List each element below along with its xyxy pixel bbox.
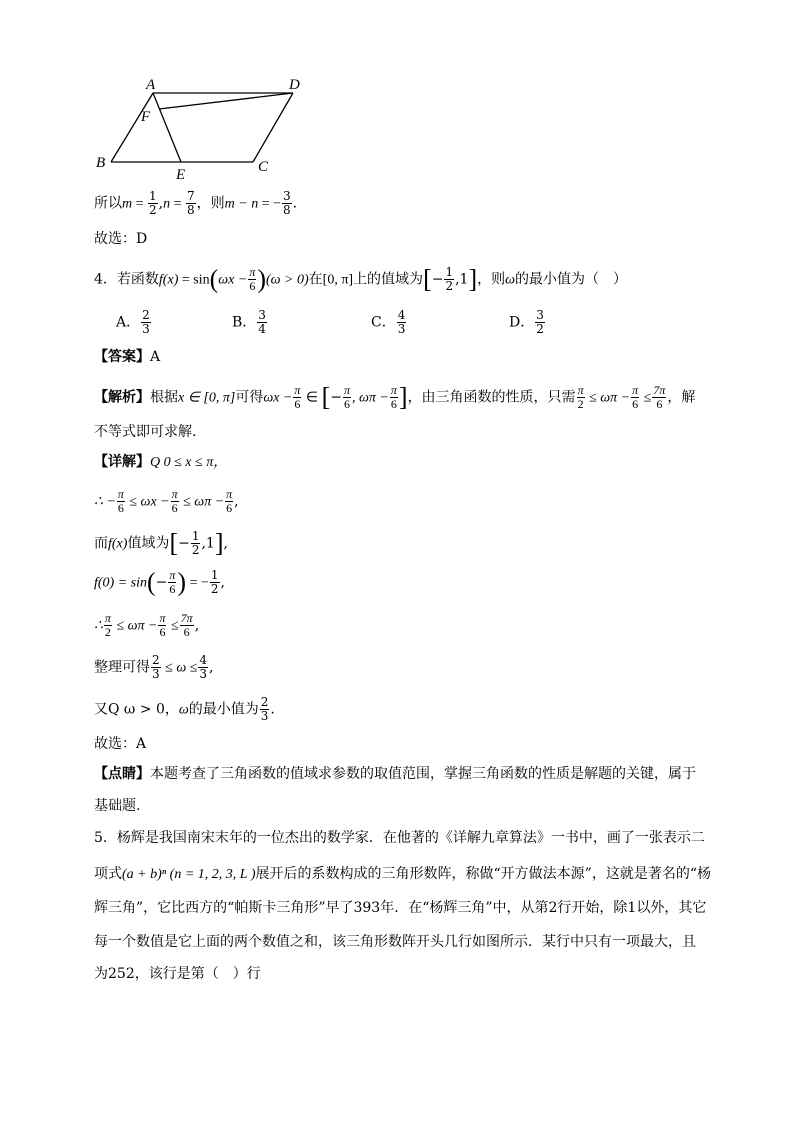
omega-x: ωx − bbox=[218, 272, 248, 288]
q5-line-5: 为252，该行是第（ ）行 bbox=[94, 966, 261, 982]
den: 3 bbox=[397, 322, 406, 336]
parallelogram-figure bbox=[90, 75, 330, 185]
bracket-close: ] bbox=[398, 382, 408, 412]
q5-text: 项式 bbox=[94, 866, 122, 882]
q5-line-3: 辉三角”，它比西方的“帕斯卡三角形”早了393年．在“杨辉三角”中，从第2行开始，除1以外，其它 bbox=[94, 900, 707, 916]
option-label: B． bbox=[232, 314, 257, 331]
num: 3 bbox=[536, 308, 544, 322]
text-range: 上的值域为 bbox=[353, 271, 424, 288]
q4-comment-1 bbox=[94, 764, 696, 784]
den: 6 bbox=[249, 279, 256, 293]
num: π bbox=[294, 383, 301, 397]
num: π bbox=[249, 265, 256, 279]
segment-fd bbox=[159, 93, 293, 109]
fraction-7pi-6: $\frac{7\pi}{6}$ bbox=[653, 383, 666, 411]
var-n: n bbox=[163, 196, 171, 212]
omega: ω bbox=[505, 272, 516, 288]
den: 6 bbox=[294, 397, 301, 411]
text-so: 所以 bbox=[94, 195, 122, 212]
f-zero: f(0) = sin bbox=[94, 575, 147, 591]
analysis-text: ，解 bbox=[667, 389, 696, 406]
paren-close: ) bbox=[257, 264, 266, 294]
detail-text: 而 bbox=[94, 535, 108, 552]
q4-stem bbox=[94, 266, 627, 293]
q4-detail-2: ∴ − $\frac{\pi}{6}$ ≤ ωx − $\frac{\pi}{6}$ ≤ ωπ − $\frac{\pi}{6}$ , bbox=[94, 487, 239, 515]
bracket-open: [ bbox=[423, 264, 432, 294]
den: 8 bbox=[283, 203, 291, 217]
fraction-pi-6: $\frac{\pi}{6}$ bbox=[632, 383, 639, 411]
q4-comment-2: 基础题. bbox=[94, 798, 141, 814]
q4-analysis-1: 【解析】根据x ∈ [0, π]可得ωx − $\frac{\pi}{6}$ ∈ [− $\frac{\pi}{6}$ , ωπ − $\frac{\pi}{6}$ ]，由三角函数的性质，只需 $\frac{\pi}{2}$ ≤ ωπ − $\frac{\pi}{6}$ ≤ $\frac{7\pi}{6}$ ，解 bbox=[94, 382, 696, 412]
fx: f(x) bbox=[108, 536, 128, 552]
den: 8 bbox=[187, 203, 195, 217]
bracket-close: ] bbox=[468, 264, 478, 294]
fraction-pi-6 bbox=[248, 266, 256, 293]
option-label: C． bbox=[371, 314, 396, 331]
num: 1 bbox=[149, 189, 157, 203]
q4-number: 4．若函数 bbox=[94, 271, 159, 288]
answer-value: A bbox=[150, 349, 161, 365]
label-d: D bbox=[289, 77, 300, 93]
option-a[interactable] bbox=[116, 309, 152, 336]
paren-open: ( bbox=[209, 264, 219, 294]
text-in: 在 bbox=[308, 271, 323, 288]
detail-text: 又Q ω > 0， bbox=[94, 701, 179, 718]
num: 2 bbox=[142, 308, 150, 322]
neg: − bbox=[431, 271, 444, 288]
option-fraction bbox=[257, 309, 267, 336]
analysis-text: 根据 bbox=[150, 389, 178, 406]
num: 1 bbox=[445, 265, 454, 279]
num: 7 bbox=[187, 189, 195, 203]
answer-tag: 【答案】 bbox=[94, 349, 150, 365]
var-m: m bbox=[122, 196, 133, 212]
option-fraction bbox=[141, 309, 151, 336]
q5-line-2 bbox=[94, 864, 711, 885]
den: 2 bbox=[445, 279, 454, 293]
q5-line-1: 5．杨辉是我国南宋末年的一位杰出的数学家．在他著的《详解九章算法》一书中，画了一张表示二 bbox=[94, 830, 705, 846]
fraction-pi-6 bbox=[293, 384, 301, 411]
equals: = bbox=[170, 196, 186, 212]
comma: , bbox=[158, 195, 164, 212]
den: 2 bbox=[149, 203, 157, 217]
den: 2 bbox=[536, 322, 544, 336]
segment-dc bbox=[253, 93, 293, 162]
bracket-open: [ bbox=[321, 382, 331, 412]
q4-analysis-2: 不等式即可求解. bbox=[94, 424, 197, 440]
label-b: B bbox=[96, 155, 106, 171]
text-min: 的最小值为（ ） bbox=[515, 271, 628, 288]
q4-detail-1 bbox=[94, 452, 227, 473]
binomial-expr: (a + b)ⁿ (n = 1, 2, 3, L ) bbox=[122, 867, 256, 882]
label-f: F bbox=[141, 109, 151, 125]
comma-one: ,1 bbox=[455, 271, 469, 288]
q4-answer bbox=[94, 347, 160, 367]
option-label: A． bbox=[116, 314, 141, 331]
segment-ab bbox=[111, 93, 153, 162]
detail-tag: 【详解】 bbox=[94, 454, 150, 470]
label-a: A bbox=[146, 77, 156, 93]
den: 3 bbox=[142, 322, 150, 336]
option-d[interactable] bbox=[509, 309, 546, 336]
fraction-half bbox=[444, 266, 454, 293]
option-fraction bbox=[535, 309, 545, 336]
q5-text: 展开后的系数构成的三角形数阵，称做“开方做法本源”，这就是著名的“杨 bbox=[255, 866, 711, 882]
comment-tag: 【点睛】 bbox=[94, 766, 150, 782]
option-b[interactable] bbox=[232, 309, 268, 336]
q3-answer: 故选：D bbox=[94, 231, 148, 247]
fraction-result bbox=[282, 190, 292, 217]
detail-text: 值域为 bbox=[127, 535, 170, 552]
fraction-n bbox=[186, 190, 196, 217]
den: 6 bbox=[390, 397, 397, 411]
therefore: ∴ bbox=[94, 618, 103, 634]
den: 6 bbox=[344, 397, 350, 411]
interval: [0, π] bbox=[322, 272, 354, 288]
equals: = bbox=[132, 196, 148, 212]
option-c[interactable] bbox=[371, 309, 407, 336]
omega: ω bbox=[178, 702, 189, 718]
fx: f(x) bbox=[158, 272, 179, 288]
option-label: D． bbox=[509, 314, 535, 331]
q4-detail-6: 整理可得 $\frac{2}{3}$ ≤ ω ≤ $\frac{4}{3}$ , bbox=[94, 653, 214, 681]
detail-text: 整理可得 bbox=[94, 659, 150, 676]
fraction-pi-6 bbox=[390, 384, 398, 411]
q4-detail-7: 又Q ω > 0，ω的最小值为 $\frac{2}{3}$ . bbox=[94, 695, 275, 723]
num: π bbox=[344, 383, 351, 397]
text-then: ，则 bbox=[477, 271, 506, 288]
den: 4 bbox=[258, 322, 266, 336]
fraction-pi-2: $\frac{\pi}{2}$ bbox=[577, 383, 584, 411]
label-c: C bbox=[258, 159, 269, 175]
q4-detail-5: ∴ $\frac{\pi}{2}$ ≤ ωπ − $\frac{\pi}{6}$ ≤ $\frac{7\pi}{6}$ , bbox=[94, 611, 200, 639]
detail-step: Q 0 ≤ x ≤ π， bbox=[150, 455, 228, 470]
period: . bbox=[292, 195, 298, 212]
q4-detail-3: 而f(x)值域为[− $\frac{1}{2}$ ,1], bbox=[94, 528, 228, 558]
segment-ae bbox=[153, 93, 181, 162]
label-e: E bbox=[176, 167, 186, 183]
analysis-text: ，由三角函数的性质，只需 bbox=[407, 389, 576, 406]
eq-sin: = sin bbox=[178, 272, 210, 288]
condition: (ω > 0) bbox=[266, 272, 309, 288]
equals-neg: = − bbox=[258, 196, 282, 212]
q5-line-4: 每一个数值是它上面的两个数值之和，该三角形数阵开头几行如图所示．某行中只有一项最大，且 bbox=[94, 934, 696, 950]
fraction-m bbox=[148, 190, 158, 217]
q4-final-answer: 故选：A bbox=[94, 736, 147, 752]
expr-m-minus-n: m − n bbox=[224, 196, 259, 212]
num: 3 bbox=[258, 308, 266, 322]
x-in-interval: x ∈ [0, π] bbox=[178, 390, 236, 406]
num: 4 bbox=[397, 308, 406, 322]
num: 3 bbox=[283, 189, 291, 203]
q3-conclusion bbox=[94, 190, 297, 217]
comment-text: 本题考查了三角函数的值域求参数的取值范围，掌握三角函数的性质是解题的关键，属于 bbox=[150, 766, 696, 782]
analysis-tag: 【解析】 bbox=[94, 389, 150, 406]
fraction-pi-6 bbox=[343, 384, 351, 411]
detail-text: 的最小值为 bbox=[188, 701, 259, 718]
option-fraction bbox=[397, 309, 407, 336]
num: π bbox=[390, 383, 397, 397]
analysis-text: 可得 bbox=[235, 389, 264, 406]
therefore: ∴ − bbox=[94, 494, 116, 510]
text-then: ，则 bbox=[196, 195, 225, 212]
q4-detail-4: f(0) = sin(− $\frac{\pi}{6}$ ) = − $\frac{1}{2}$ , bbox=[94, 567, 225, 597]
